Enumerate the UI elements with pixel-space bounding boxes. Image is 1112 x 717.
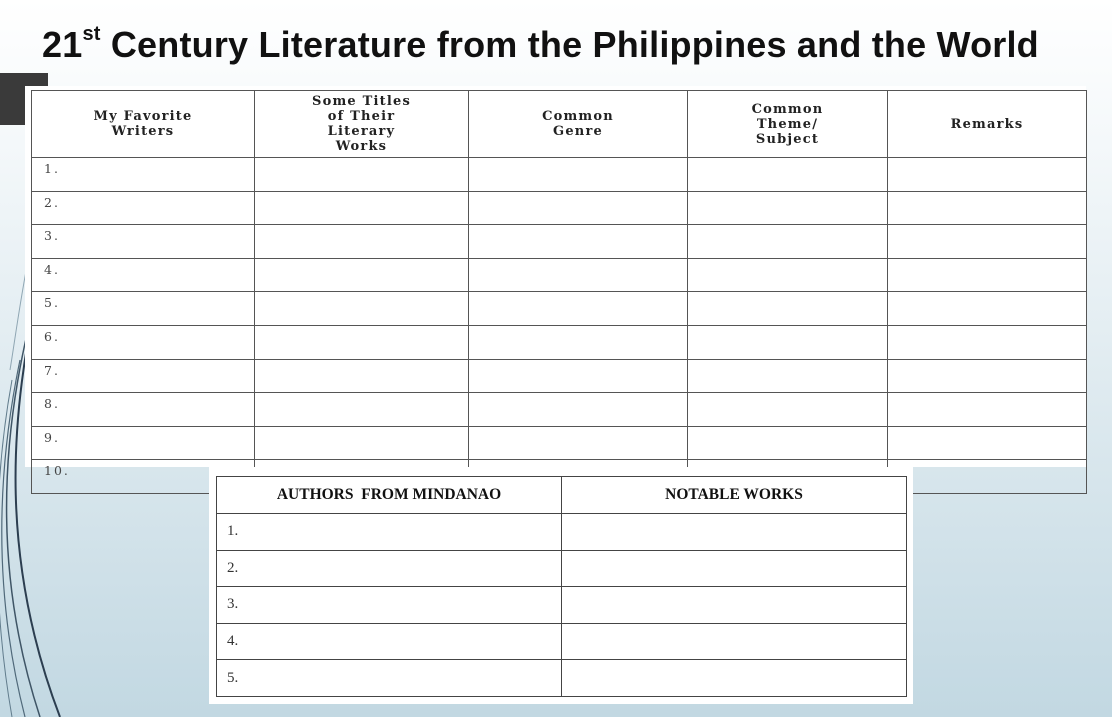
cell[interactable]: [888, 258, 1087, 292]
table-header-row: [217, 477, 907, 514]
cell[interactable]: [469, 393, 688, 427]
row-number: 10.: [32, 460, 255, 494]
cell[interactable]: [688, 426, 888, 460]
cell[interactable]: [562, 550, 907, 587]
cell[interactable]: [469, 225, 688, 259]
row-number: 2.: [32, 191, 255, 225]
table-row: [217, 660, 907, 697]
cell[interactable]: [688, 393, 888, 427]
cell[interactable]: [888, 292, 1087, 326]
table-row: [32, 225, 1087, 259]
cell[interactable]: [888, 325, 1087, 359]
table-row: [32, 426, 1087, 460]
cell[interactable]: [888, 426, 1087, 460]
cell[interactable]: [255, 426, 469, 460]
table-row: [32, 359, 1087, 393]
header-notable-works: NOTABLE WORKS: [562, 477, 907, 514]
cell[interactable]: [469, 191, 688, 225]
table-row: [217, 623, 907, 660]
header-authors-mindanao: AUTHORS FROM MINDANAO: [217, 477, 562, 514]
slide-title: 21st Century Literature from the Philippines and the World: [42, 23, 1039, 65]
cell[interactable]: [255, 393, 469, 427]
cell[interactable]: [255, 258, 469, 292]
cell[interactable]: [562, 587, 907, 624]
header-common-theme: Common Theme/ Subject: [688, 91, 888, 158]
table-row: [32, 258, 1087, 292]
table-header-row: [32, 91, 1087, 158]
cell[interactable]: [888, 460, 1087, 494]
header-common-genre: Common Genre: [469, 91, 688, 158]
cell[interactable]: [562, 514, 907, 551]
cell[interactable]: [888, 359, 1087, 393]
row-number: 3.: [32, 225, 255, 259]
table-row: [217, 587, 907, 624]
cell[interactable]: [469, 292, 688, 326]
table-row: [217, 514, 907, 551]
table-row: [32, 325, 1087, 359]
cell[interactable]: [688, 359, 888, 393]
cell[interactable]: [562, 660, 907, 697]
cell[interactable]: [688, 258, 888, 292]
cell[interactable]: [469, 158, 688, 192]
row-number: 4.: [32, 258, 255, 292]
row-number: 4.: [217, 623, 562, 660]
cell[interactable]: [688, 225, 888, 259]
cell[interactable]: [255, 191, 469, 225]
cell[interactable]: [469, 258, 688, 292]
cell[interactable]: [688, 191, 888, 225]
cell[interactable]: [255, 325, 469, 359]
row-number: 2.: [217, 550, 562, 587]
cell[interactable]: [888, 158, 1087, 192]
cell[interactable]: [888, 225, 1087, 259]
header-favorite-writers: My Favorite Writers: [32, 91, 255, 158]
table-row: [217, 550, 907, 587]
table-row: [32, 158, 1087, 192]
cell[interactable]: [469, 426, 688, 460]
header-remarks: Remarks: [888, 91, 1087, 158]
cell[interactable]: [469, 325, 688, 359]
row-number: 5.: [32, 292, 255, 326]
cell[interactable]: [688, 158, 888, 192]
header-literary-works: Some Titles of Their Literary Works: [255, 91, 469, 158]
cell[interactable]: [255, 225, 469, 259]
cell[interactable]: [888, 393, 1087, 427]
mindanao-authors-table: [216, 476, 907, 697]
table-row: [32, 292, 1087, 326]
favorite-writers-table: [31, 90, 1087, 494]
row-number: 1.: [217, 514, 562, 551]
row-number: 5.: [217, 660, 562, 697]
table-row: [32, 393, 1087, 427]
cell[interactable]: [688, 292, 888, 326]
cell[interactable]: [888, 191, 1087, 225]
cell[interactable]: [688, 325, 888, 359]
row-number: 9.: [32, 426, 255, 460]
cell[interactable]: [255, 292, 469, 326]
cell[interactable]: [255, 158, 469, 192]
row-number: 7.: [32, 359, 255, 393]
cell[interactable]: [469, 359, 688, 393]
row-number: 8.: [32, 393, 255, 427]
cell[interactable]: [562, 623, 907, 660]
cell[interactable]: [255, 359, 469, 393]
table-row: [32, 191, 1087, 225]
row-number: 6.: [32, 325, 255, 359]
row-number: 1.: [32, 158, 255, 192]
row-number: 3.: [217, 587, 562, 624]
